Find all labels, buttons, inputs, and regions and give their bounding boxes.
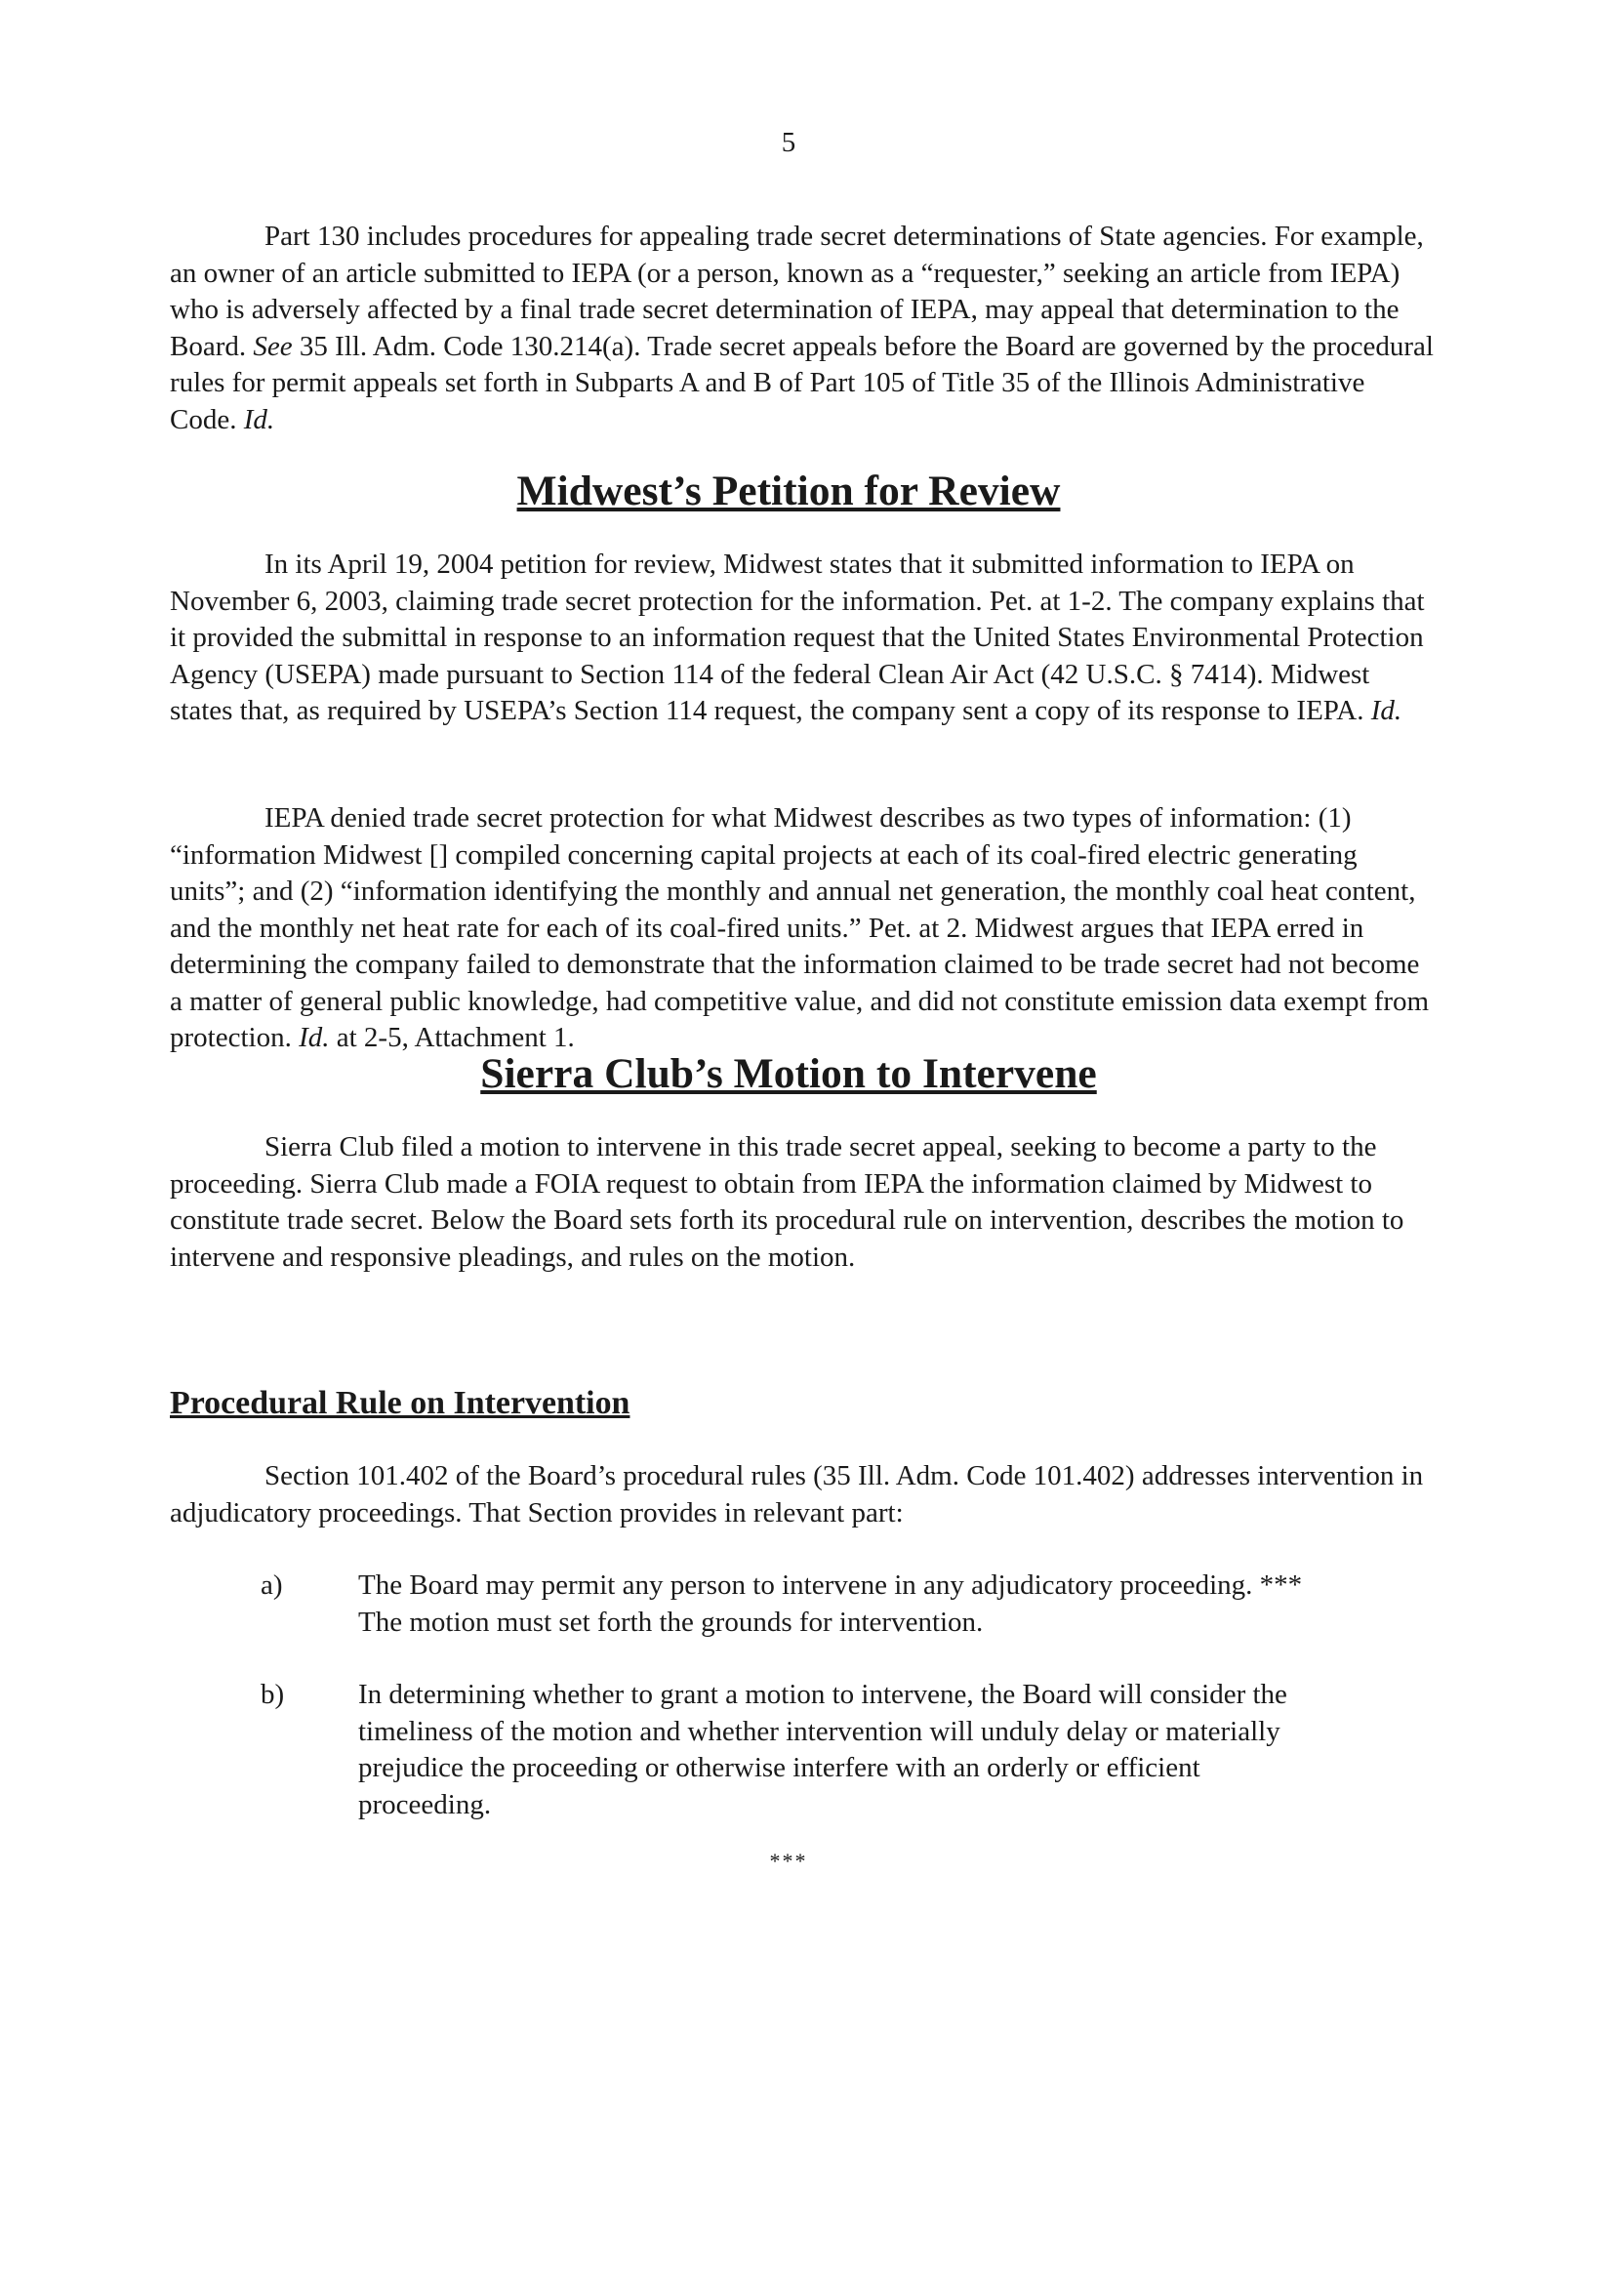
heading-sierra-club-motion: Sierra Club’s Motion to Intervene <box>480 1050 1097 1097</box>
rule-item-a-text: The Board may permit any person to intervene in any adjudicatory proceeding. *** The motion must set forth the grounds for intervention. <box>358 1569 1303 1638</box>
rule-paragraph: Section 101.402 of the Board’s procedural rules (35 Ill. Adm. Code 101.402) addresses intervention in adjudicatory proceedings. That Section provides in relevant part: <box>170 1460 1424 1528</box>
petition-paragraph-2: IEPA denied trade secret protection for what Midwest describes as two types of information: (1) “information Midwest [] compiled concerning capital projects at each of its coal-fired electric generating units”; and (2) “information identifying the monthly and annual net generation, the monthly coal heat content, and the monthly net heat rate for each of its coal-fired units.” Pet. at 2. Midwest argues that IEPA erred in determining the company failed to demonstrate that the information claimed to be trade secret had not become a matter of general public knowledge, had competitive value, and did not constitute emission data exempt from protection. Id. at 2-5, Attachment 1. <box>170 802 1430 1053</box>
rule-item-b-text: In determining whether to grant a motion to intervene, the Board will consider the timeliness of the motion and whether intervention will unduly delay or materially prejudice the proceeding or otherwise interfere with an orderly or efficient proceeding. <box>358 1679 1287 1820</box>
closing-asterisks: *** <box>769 1849 808 1873</box>
heading-midwest-petition: Midwest’s Petition for Review <box>516 468 1061 514</box>
rule-item-b-marker: b) <box>261 1679 285 1710</box>
petition-paragraph-1: In its April 19, 2004 petition for review, Midwest states that it submitted information to IEPA on November 6, 2003, claiming trade secret protection for the information. Pet. at 1-2. The company explains that it provided the submittal in response to an information request that the United States Environmental Protection Agency (USEPA) made pursuant to Section 114 of the federal Clean Air Act (42 U.S.C. § 7414). Midwest states that, as required by USEPA’s Section 114 request, the company sent a copy of its response to IEPA. Id. <box>170 549 1425 726</box>
rule-item-a-marker: a) <box>261 1569 283 1601</box>
page-number: 5 <box>781 127 796 158</box>
heading-procedural-rule: Procedural Rule on Intervention <box>170 1385 630 1421</box>
motion-paragraph: Sierra Club filed a motion to intervene in this trade secret appeal, seeking to become a party to the proceeding. Sierra Club made a FOIA request to obtain from IEPA the information claimed by Midwest to constitute trade secret. Below the Board sets forth its procedural rule on intervention, describes the motion to intervene and responsive pleadings, and rules on the motion. <box>170 1131 1404 1273</box>
intro-paragraph: Part 130 includes procedures for appealing trade secret determinations of State agencies. For example, an owner of an article submitted to IEPA (or a person, known as a “requester,” seeking an article from IEPA) who is adversely affected by a final trade secret determination of IEPA, may appeal that determination to the Board. See 35 Ill. Adm. Code 130.214(a). Trade secret appeals before the Board are governed by the procedural rules for permit appeals set forth in Subparts A and B of Part 105 of Title 35 of the Illinois Administrative Code. Id. <box>170 221 1434 435</box>
